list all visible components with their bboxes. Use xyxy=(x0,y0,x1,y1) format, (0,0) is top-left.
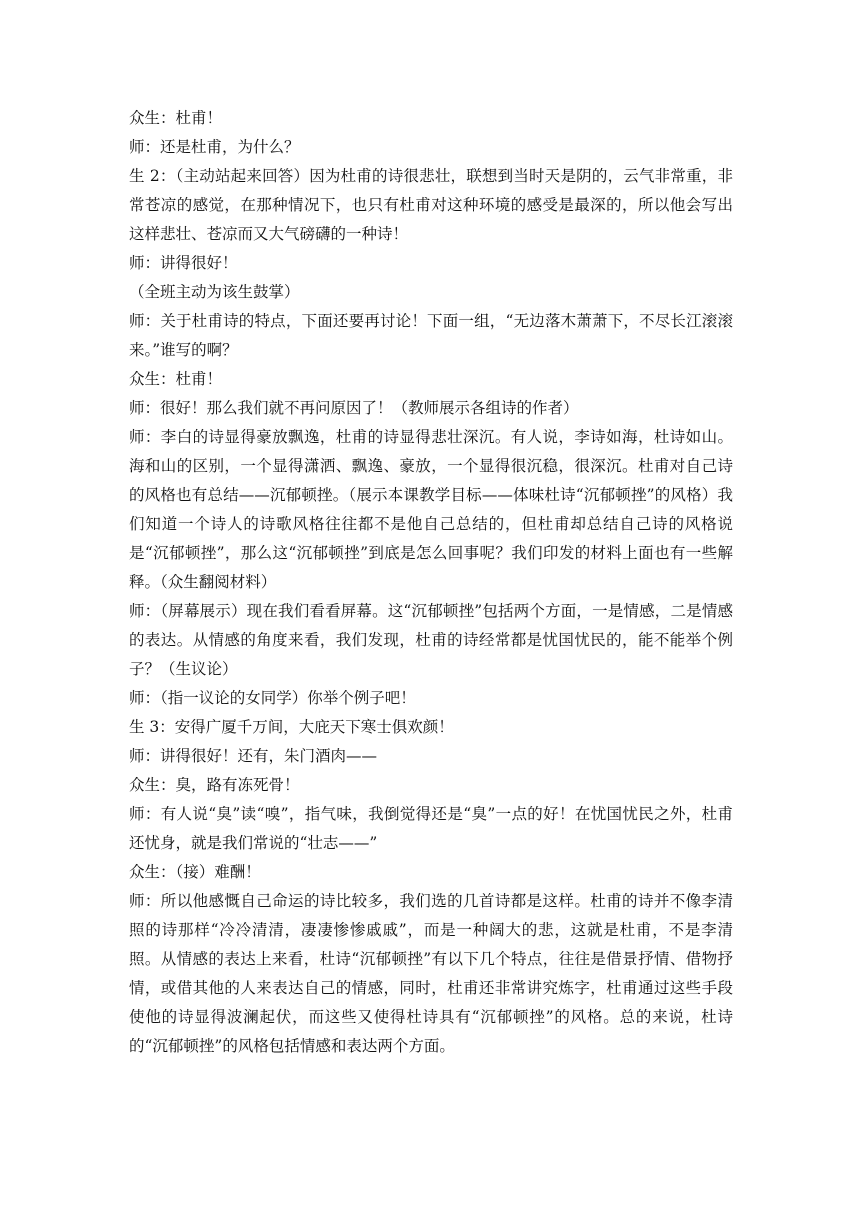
paragraph: 师：关于杜甫诗的特点，下面还要再讨论！下面一组，“无边落木萧萧下，不尽长江滚滚来。”谁写的啊？ xyxy=(129,312,733,359)
paragraph: 师：讲得很好！ xyxy=(129,254,238,272)
paragraph: 众生：（接）难酬！ xyxy=(129,863,261,881)
paragraph: 众生：杜甫！ xyxy=(129,109,223,127)
paragraph: 师：（指一议论的女同学）你举个例子吧！ xyxy=(129,689,416,707)
paragraph: 众生：杜甫！ xyxy=(129,370,223,388)
paragraph: 师：（屏幕展示）现在我们看看屏幕。这“沉郁顿挫”包括两个方面，一是情感，二是情感的表达。从情感的角度来看，我们发现，杜甫的诗经常都是忧国忧民的，能不能举个例子？（生议论） xyxy=(129,602,733,678)
paragraph: 师：讲得很好！还有，朱门酒肉—— xyxy=(129,747,378,765)
paragraph: （全班主动为该生鼓掌） xyxy=(129,283,300,301)
paragraph: 众生：臭，路有冻死骨！ xyxy=(129,776,300,794)
document-body xyxy=(129,104,733,1061)
paragraph: 师：李白的诗显得豪放飘逸，杜甫的诗显得悲壮深沉。有人说，李诗如海，杜诗如山。海和山的区别，一个显得潇洒、飘逸、豪放，一个显得很沉稳，很深沉。杜甫对自己诗的风格也有总结——沉郁顿挫。（展示本课教学目标——体味杜诗“沉郁顿挫”的风格）我们知道一个诗人的诗歌风格往往都不是他自己总结的，但杜甫却总结自己诗的风格说是“沉郁顿挫”，那么这“沉郁顿挫”到底是怎么回事呢？我们印发的材料上面也有一些解释。（众生翻阅材料） xyxy=(129,428,733,591)
paragraph: 师：很好！那么我们就不再问原因了！（教师展示各组诗的作者） xyxy=(129,399,579,417)
paragraph: 师：还是杜甫，为什么？ xyxy=(129,138,300,156)
paragraph: 师：有人说“臭”读“嗅”，指气味，我倒觉得还是“臭”一点的好！在忧国忧民之外，杜甫还忧身，就是我们常说的“壮志——” xyxy=(129,805,733,852)
paragraph: 生 2：（主动站起来回答）因为杜甫的诗很悲壮，联想到当时天是阴的，云气非常重，非常苍凉的感觉，在那种情况下，也只有杜甫对这种环境的感受是最深的，所以他会写出这样悲壮、苍凉而又大气磅礴的一种诗！ xyxy=(129,167,733,243)
paragraph: 生 3：安得广厦千万间，大庇天下寒士俱欢颜！ xyxy=(129,718,454,736)
paragraph: 师：所以他感慨自己命运的诗比较多，我们选的几首诗都是这样。杜甫的诗并不像李清照的诗那样“冷冷清清，凄凄惨惨戚戚”，而是一种阔大的悲，这就是杜甫，不是李清照。从情感的表达上来看，杜诗“沉郁顿挫”有以下几个特点，往往是借景抒情、借物抒情，或借其他的人来表达自己的情感，同时，杜甫还非常讲究炼字，杜甫通过这些手段使他的诗显得波澜起伏，而这些又使得杜诗具有“沉郁顿挫”的风格。总的来说，杜诗的“沉郁顿挫”的风格包括情感和表达两个方面。 xyxy=(129,892,733,1055)
